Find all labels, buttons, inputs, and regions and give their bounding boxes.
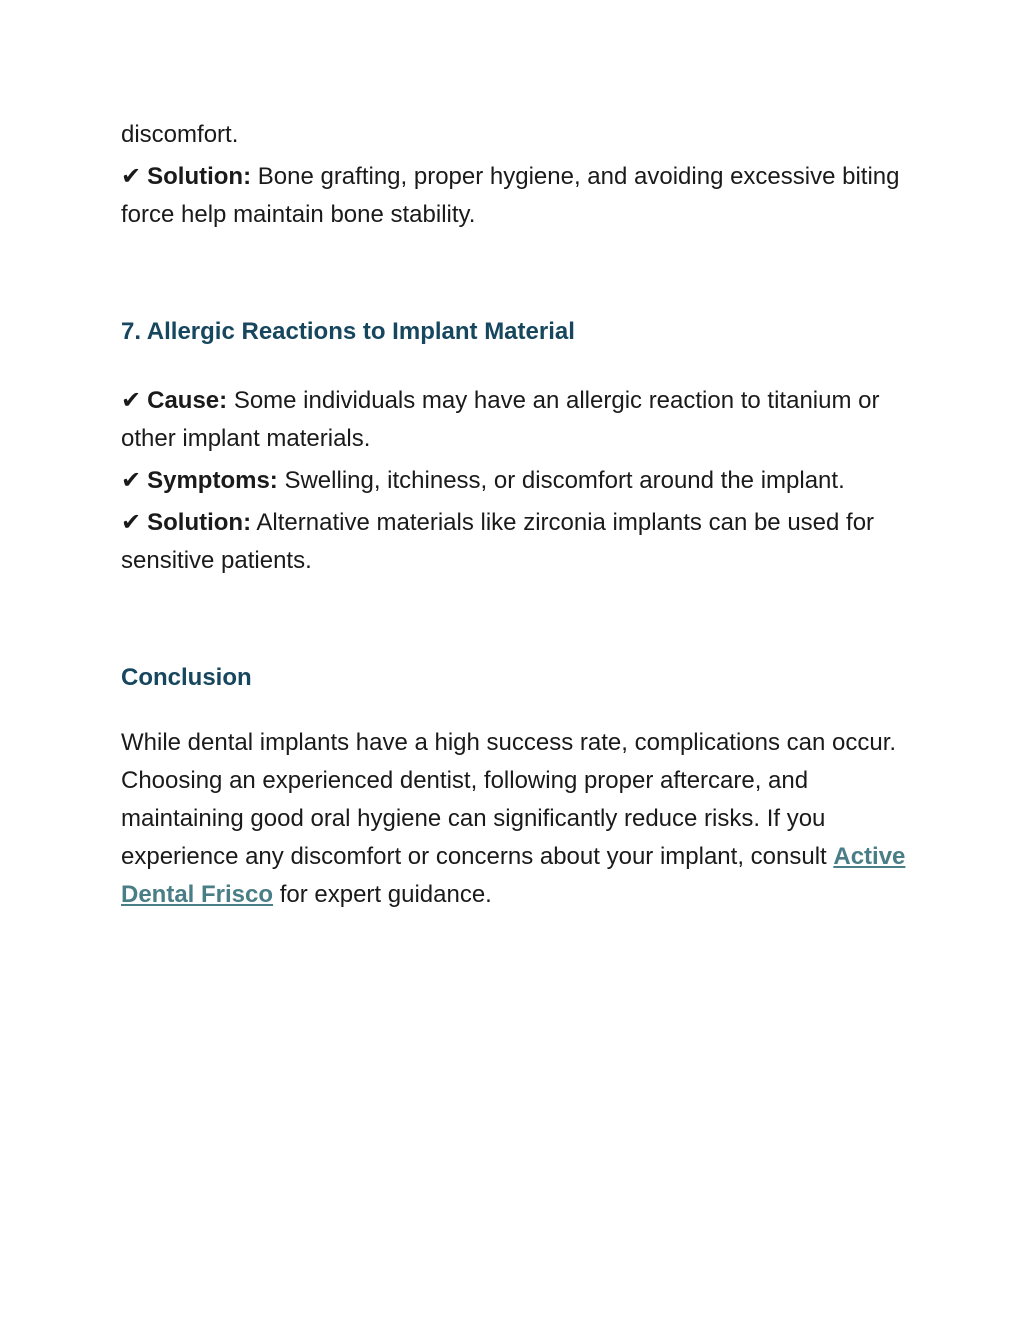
section6-continuation: discomfort. — [121, 121, 239, 148]
solution-label: Solution: — [147, 509, 252, 536]
solution-text: Alternative materials like zirconia implants can be used for sensitive patients. — [121, 509, 875, 574]
document-page — [121, 116, 911, 914]
solution-text: Bone grafting, proper hygiene, and avoiding excessive biting force help maintain bone stability. — [121, 163, 900, 228]
section7-solution-item — [121, 504, 911, 580]
checkmark-icon: ✔ — [121, 467, 142, 494]
symptoms-label: Symptoms: — [147, 467, 278, 494]
solution-label: Solution: — [147, 163, 252, 190]
conclusion-paragraph — [121, 724, 911, 914]
cause-text: Some individuals may have an allergic reaction to titanium or other implant materials. — [121, 387, 880, 452]
checkmark-icon: ✔ — [121, 509, 142, 536]
active-dental-frisco-link[interactable]: Active Dental Frisco — [121, 843, 906, 908]
section7-heading: 7. Allergic Reactions to Implant Material — [121, 318, 575, 345]
checkmark-icon: ✔ — [121, 163, 142, 190]
cause-label: Cause: — [147, 387, 228, 414]
section7-symptoms-item — [121, 462, 911, 500]
conclusion-text-before-link: While dental implants have a high success rate, complications can occur. Choosing an experienced dentist, following proper aftercare, and maintaining good oral hygiene can significantly reduce risks. If you experience any discomfort or concerns about your implant, consult — [121, 729, 897, 870]
conclusion-text-after-link: for expert guidance. — [273, 881, 492, 908]
symptoms-text: Swelling, itchiness, or discomfort around the implant. — [284, 467, 845, 494]
section6-solution-item — [121, 158, 911, 234]
checkmark-icon: ✔ — [121, 387, 142, 414]
conclusion-heading: Conclusion — [121, 664, 252, 691]
section7-cause-item — [121, 382, 911, 458]
